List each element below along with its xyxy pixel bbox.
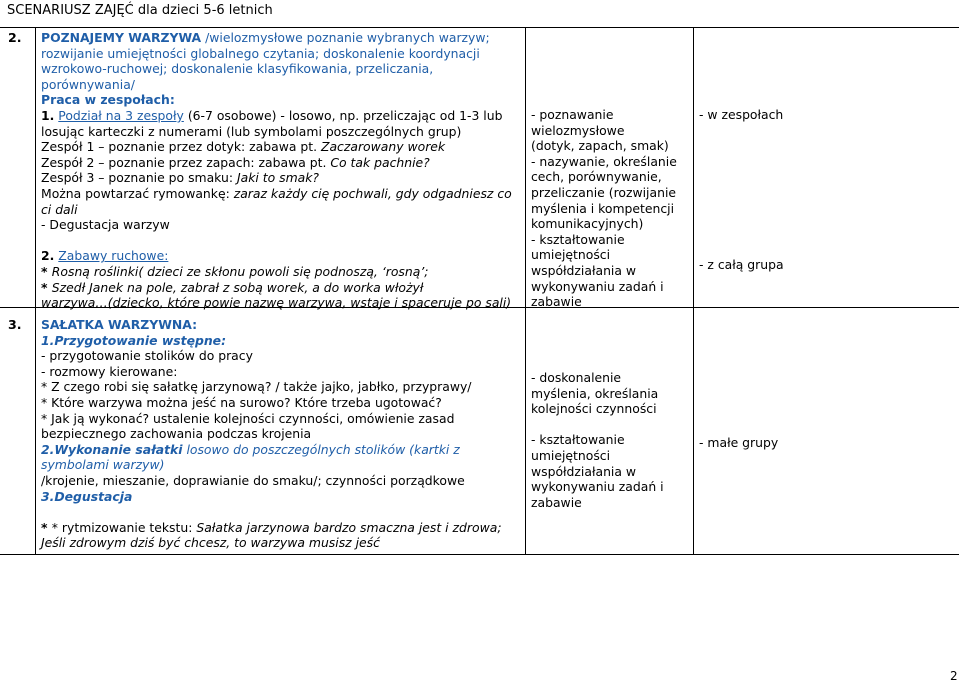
skill-line: - doskonalenie xyxy=(531,370,622,385)
skill-line: współdziałania w xyxy=(531,463,637,479)
team-division-link: Podział na 3 zespoły xyxy=(58,107,184,123)
section-title: SAŁATKA WARZYWNA: xyxy=(41,317,198,332)
skill-line: komunikacyjnych) xyxy=(531,216,644,232)
row-number: 2. xyxy=(8,30,22,45)
column-divider xyxy=(693,27,694,555)
rhythm-text: Sałatka jarzynowa bardzo smaczna jest i zdrowa; xyxy=(196,519,502,535)
row3-content: SAŁATKA WARZYWNA: 1.Przygotowanie wstępne: - przygotowanie stolików do pracy - rozmowy kierowane: * Z czego robi się sałatkę jarzynową? / także jajko, jabłko, przyprawy/ * Które warzywa można jeść na surowo? Które trzeba ugotować? * Jak ją wykonać? ustalenie kolejności czynności, omówienie zasad bezpiecznego zachowania podczas krojenia 2.Wykonanie sałatki losowo do poszczególnych stolików (kartki z symbolami warzyw) /krojenie, mieszanie, doprawianie do smaku/; czynności porządkowe 3.Degustacja * * rytmizowanie tekstu: Sałatka jarzynowa bardzo smaczna jest i zdrowa; Jeśli zdrowym dziś być chcesz, to warzywa musisz jeść xyxy=(41,317,502,551)
skill-line: myślenia, określania xyxy=(531,385,659,401)
teams-label: Praca w zespołach: xyxy=(41,92,175,108)
skill-line: umiejętności xyxy=(531,247,611,263)
work-form: - małe grupy xyxy=(699,435,779,450)
column-divider xyxy=(35,27,36,555)
section-title: POZNAJEMY WARZYWA xyxy=(41,30,202,45)
rhyme-text: ci dali xyxy=(41,201,78,217)
column-divider xyxy=(525,27,526,555)
taste-label: 3.Degustacja xyxy=(41,488,133,504)
game-name: Zaczarowany worek xyxy=(320,139,446,155)
step-text: losując karteczki z numerami (lub symbolami poszczególnych grup) xyxy=(41,123,462,139)
tasting-line: - Degustacja warzyw xyxy=(41,217,170,233)
make-label: 2.Wykonanie sałatki xyxy=(41,441,183,457)
step-number: 1. xyxy=(41,107,55,123)
skill-line: - kształtowanie xyxy=(531,231,625,247)
skill-line: wykonywaniu zadań i xyxy=(531,479,664,495)
skill-line: przeliczanie (rozwijanie xyxy=(531,184,677,200)
step-number: 2. xyxy=(41,248,55,264)
skill-line: - poznawanie xyxy=(531,107,614,122)
row2-content: POZNAJEMY WARZYWA /wielozmysłowe poznanie wybranych warzyw; rozwijanie umiejętności globalnego czytania; doskonalenie koordynacji wzrokowo-ruchowej; doskonalenie klasyfikowania, przeliczania, porównywania/ Praca w zespołach: 1. Podział na 3 zespoły (6-7 osobowe) - losowo, np. przeliczając od 1-3 lub losując karteczki z numerami (lub symbolami poszczególnych grup) Zespół 1 – poznanie przez dotyk: zabawa pt. Zaczarowany worek Zespół 2 – poznanie przez zapach: zabawa pt. Co tak pachnie? Zespół 3 – poznanie po smaku: Jaki to smak? Można powtarzać rymowankę: zaraz każdy cię pochwali, gdy odgadniesz co ci dali - Degustacja warzyw 2. Zabawy ruchowe: * Rosną roślinki( dzieci ze skłonu powoli się podnoszą, ‘rosną’; * Szedł Janek na pole, zabrał z sobą worek, a do worka włożył warzywa…(dziecko, które powie nazwę warzywa, wstaje i spaceruje po sali) xyxy=(41,30,512,311)
skill-line: zabawie xyxy=(531,494,582,510)
row-number: 3. xyxy=(8,317,22,332)
document-header: SCENARIUSZ ZAJĘĆ dla dzieci 5-6 letnich xyxy=(7,3,273,18)
game-name: Jaki to smak? xyxy=(236,170,320,186)
make-text: /krojenie, mieszanie, doprawianie do smaku/; czynności porządkowe xyxy=(41,472,465,488)
skill-line: - kształtowanie xyxy=(531,432,625,448)
prep-line: bezpiecznego zachowania podczas krojenia xyxy=(41,426,312,442)
table-top-border xyxy=(0,27,959,28)
rhythm-text: Jeśli zdrowym dziś być chcesz, to warzywa musisz jeść xyxy=(41,535,380,551)
row2-skills xyxy=(531,107,677,310)
team-text: Zespół 2 – poznanie przez zapach: zabawa pt. xyxy=(41,154,331,170)
team-text: Zespół 3 – poznanie po smaku: xyxy=(41,170,237,186)
make-text: losowo do poszczególnych stolików (kartki z xyxy=(182,441,460,457)
prep-label: 1.Przygotowanie wstępne: xyxy=(41,332,227,348)
rhythm-intro: * rytmizowanie tekstu: xyxy=(51,519,197,535)
motion-line: Rosną roślinki( dzieci ze skłonu powoli się podnoszą, ‘rosną’; xyxy=(51,263,429,279)
work-form: - w zespołach xyxy=(699,107,784,122)
skill-line: współdziałania w xyxy=(531,262,637,278)
motion-games-link: Zabawy ruchowe: xyxy=(58,248,169,264)
table-bottom-border xyxy=(0,554,959,555)
prep-line: * Z czego robi się sałatkę jarzynową? / także jajko, jabłko, przyprawy/ xyxy=(41,379,472,395)
step-text: (6-7 osobowe) - losowo, np. przeliczając od 1-3 lub xyxy=(183,107,503,123)
goal-line: wzrokowo-ruchowej; doskonalenie klasyfikowania, przeliczania, xyxy=(41,61,434,77)
row3-skills xyxy=(531,370,664,510)
skill-line: (dotyk, zapach, smak) xyxy=(531,138,669,154)
skill-line: myślenia i kompetencji xyxy=(531,200,675,216)
skill-line: wykonywaniu zadań i xyxy=(531,278,664,294)
skill-line: cech, porównywanie, xyxy=(531,169,662,185)
skill-line: - nazywanie, określanie xyxy=(531,153,677,169)
team-text: Zespół 1 – poznanie przez dotyk: zabawa pt. xyxy=(41,139,321,155)
motion-line: warzywa…(dziecko, które powie nazwę warzywa, wstaje i spaceruje po sali) xyxy=(41,295,512,311)
rhyme-text: zaraz każdy cię pochwali, gdy odgadniesz co xyxy=(233,185,512,201)
game-name: Co tak pachnie? xyxy=(330,154,430,170)
work-form: - z całą grupa xyxy=(699,257,784,272)
prep-line: * Które warzywa można jeść na surowo? Które trzeba ugotować? xyxy=(41,394,442,410)
skill-line: kolejności czynności xyxy=(531,401,657,417)
goal-line: rozwijanie umiejętności globalnego czytania; doskonalenie koordynacji xyxy=(41,45,480,61)
lesson-table xyxy=(0,27,959,555)
motion-line: Szedł Janek na pole, zabrał z sobą worek, a do worka włożył xyxy=(51,279,424,295)
section-title-rest: /wielozmysłowe poznanie wybranych warzyw; xyxy=(201,30,490,45)
make-text: symbolami warzyw) xyxy=(41,457,165,473)
skill-line: zabawie xyxy=(531,294,582,310)
skill-line: wielozmysłowe xyxy=(531,122,625,138)
rhyme-intro: Można powtarzać rymowankę: xyxy=(41,185,234,201)
page-number: 2 xyxy=(950,669,958,683)
prep-line: - przygotowanie stolików do pracy xyxy=(41,348,253,364)
prep-line: * Jak ją wykonać? ustalenie kolejności czynności, omówienie zasad xyxy=(41,410,455,426)
skill-line: umiejętności xyxy=(531,447,611,463)
goal-line: porównywania/ xyxy=(41,76,135,92)
prep-line: - rozmowy kierowane: xyxy=(41,363,178,379)
